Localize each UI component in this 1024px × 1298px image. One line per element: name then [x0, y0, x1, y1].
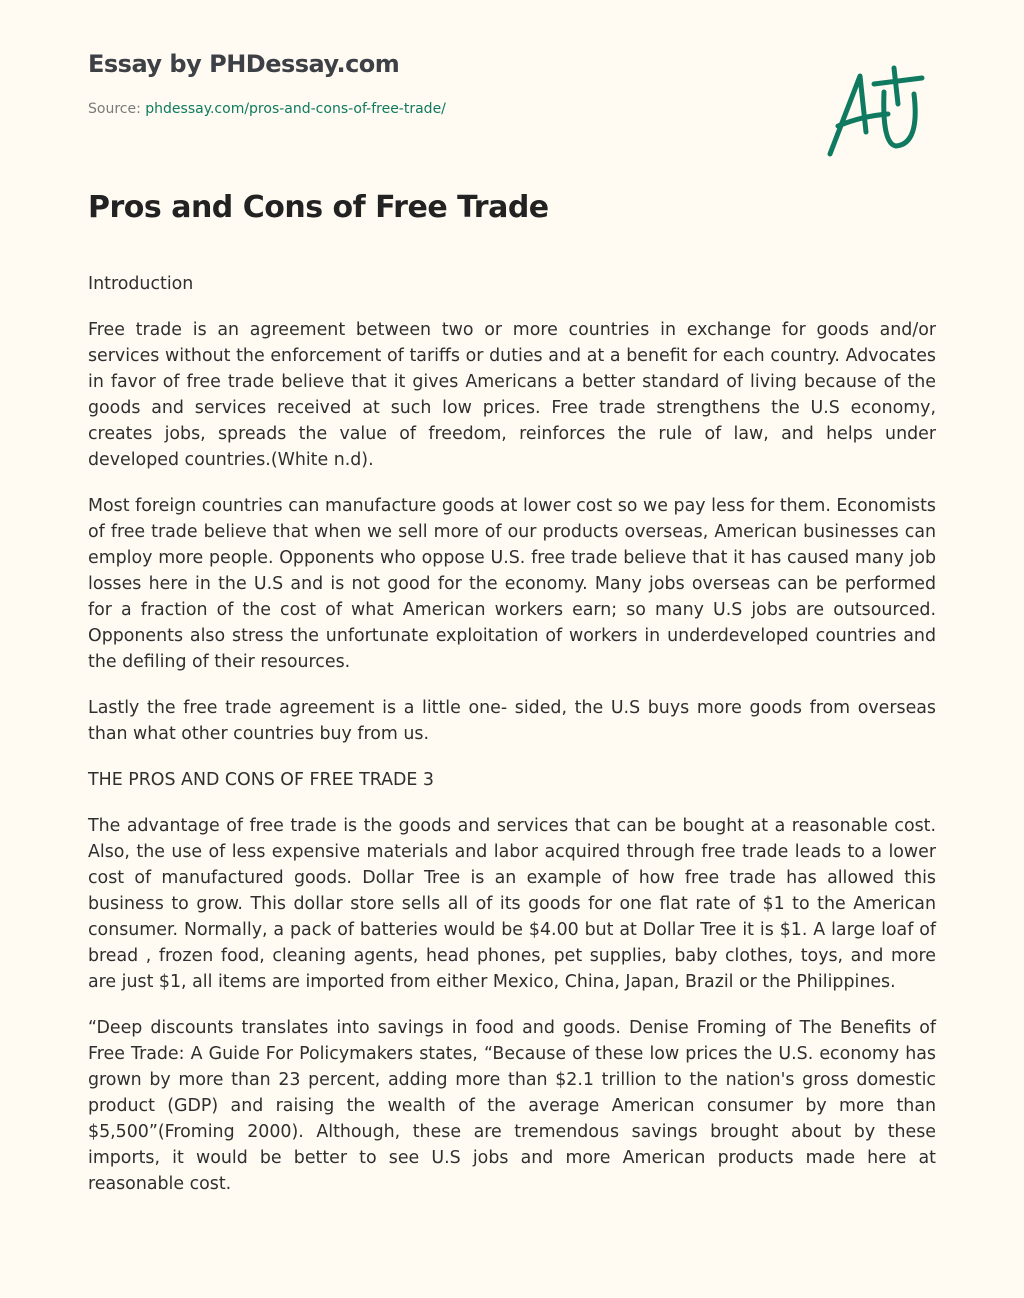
running-header: THE PROS AND CONS OF FREE TRADE 3: [88, 770, 434, 790]
paragraph: Most foreign countries can manufacture goods at lower cost so we pay less for them. Economists of free trade believe that when we sell more of our products overseas, American businesses can employ more people. Opponents who oppose U.S. free trade believe that it has caused many job losses here in the U.S and is not good for the economy. Many jobs overseas can be performed for a fraction of the cost of what American workers earn; so many U.S jobs are outsourced. Opponents also stress the unfortunate exploitation of workers in underdeveloped countries and the defiling of their resources.: [88, 496, 936, 672]
paragraph: Lastly the free trade agreement is a little one- sided, the U.S buys more goods from overseas than what other countries buy from us.: [88, 698, 936, 744]
site-brand: Essay by PHDessay.com: [88, 50, 400, 78]
section-heading-introduction: Introduction: [88, 274, 194, 294]
source-label: Source:: [88, 101, 141, 117]
paragraph: Free trade is an agreement between two or more countries in exchange for goods and/or services without the enforcement of tariffs or duties and at a benefit for each country. Advocates in favor of free trade believe that it gives Americans a better standard of living because of the goods and services received at such low prices. Free trade strengthens the U.S economy, creates jobs, spreads the value of freedom, reinforces the rule of law, and helps under developed countries.(White n.d).: [88, 320, 936, 470]
source-link[interactable]: phdessay.com/pros-and-cons-of-free-trade/: [145, 101, 446, 117]
essay-body: [88, 271, 936, 1217]
a-plus-logo-icon: [822, 64, 928, 160]
paragraph: The advantage of free trade is the goods and services that can be bought at a reasonable cost. Also, the use of less expensive materials and labor acquired through free trade leads to a lower cost of manufactured goods. Dollar Tree is an example of how free trade has allowed this business to grow. This dollar store sells all of its goods for one flat rate of $1 to the American consumer. Normally, a pack of batteries would be $4.00 but at Dollar Tree it is $1. A large loaf of bread , frozen food, cleaning agents, head phones, pet supplies, baby clothes, toys, and more are just $1, all items are imported from either Mexico, China, Japan, Brazil or the Philippines.: [88, 816, 936, 992]
paragraph: “Deep discounts translates into savings in food and goods. Denise Froming of The Benefits of Free Trade: A Guide For Policymakers states, “Because of these low prices the U.S. economy has grown by more than 23 percent, adding more than $2.1 trillion to the nation's gross domestic product (GDP) and raising the wealth of the average American consumer by more than $5,500”(Froming 2000). Although, these are tremendous savings brought about by these imports, it would be better to see U.S jobs and more American products made here at reasonable cost.: [88, 1018, 936, 1194]
source-line: [88, 101, 446, 117]
page-title: Pros and Cons of Free Trade: [88, 190, 549, 225]
